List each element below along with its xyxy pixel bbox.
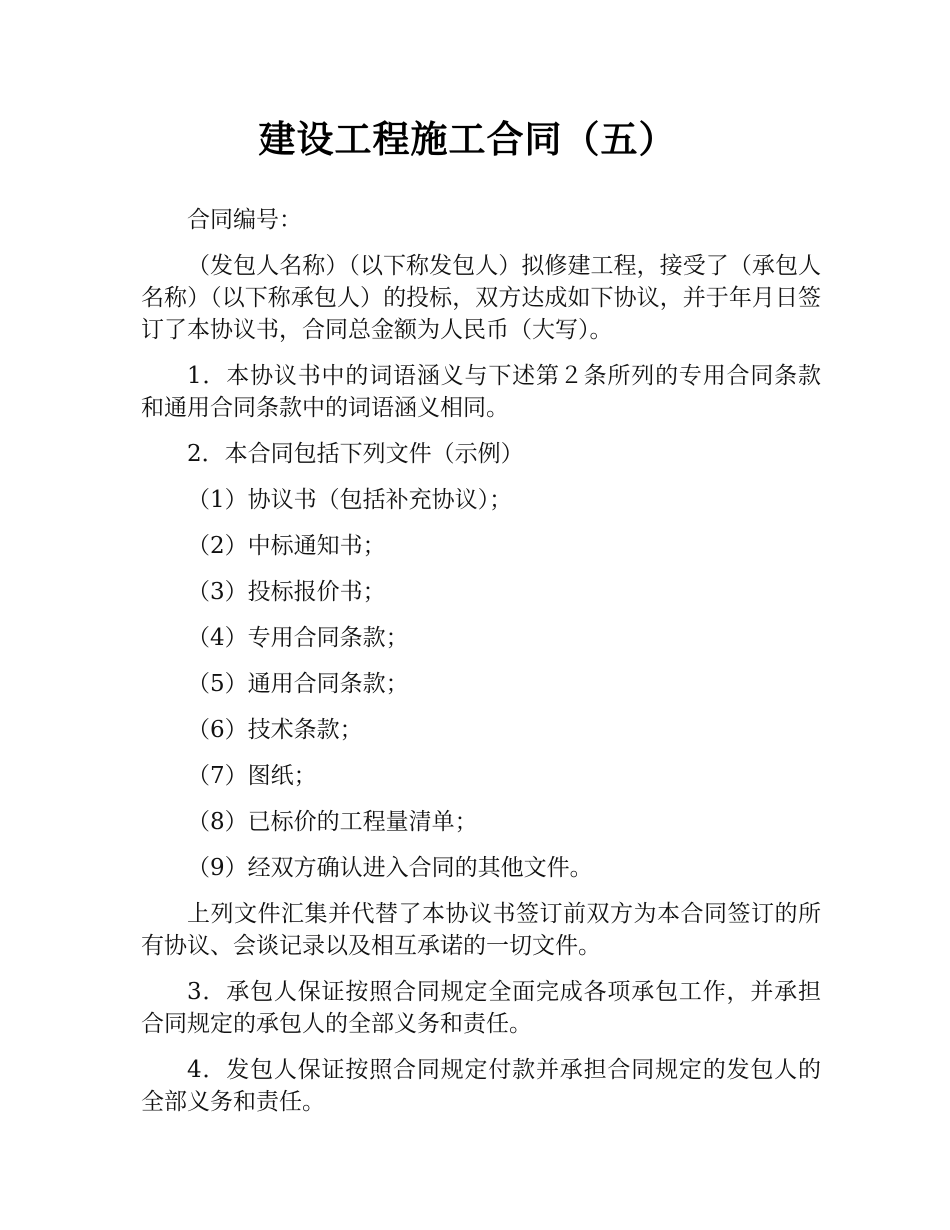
document-list-item: （6）技术条款； bbox=[187, 717, 363, 743]
document-list-item: （9）经双方确认进入合同的其他文件。 bbox=[187, 855, 593, 881]
document-list-item: （3）投标报价书； bbox=[187, 579, 386, 605]
document-body bbox=[141, 204, 821, 1132]
intro-paragraph: （发包人名称）（以下称发包人）拟修建工程，接受了（承包人名称）（以下称承包人）的投标，双方达成如下协议，并于年月日签订了本协议书，合同总金额为人民币（大写）。 bbox=[141, 253, 821, 343]
clause-2: 2．本合同包括下列文件（示例） bbox=[187, 441, 524, 467]
clause-1: 1．本协议书中的词语涵义与下述第２条所列的专用合同条款和通用合同条款中的词语涵义相同。 bbox=[141, 363, 821, 421]
document-title: 建设工程施工合同（五） bbox=[258, 118, 677, 161]
document-list-item: （1）协议书（包括补充协议）； bbox=[187, 487, 513, 513]
document-list-item: （7）图纸； bbox=[187, 763, 317, 789]
document-list-item: （5）通用合同条款； bbox=[187, 671, 409, 697]
document-list-item: （8）已标价的工程量清单； bbox=[187, 809, 478, 835]
summary-paragraph: 上列文件汇集并代替了本协议书签订前双方为本合同签订的所有协议、会谈记录以及相互承诺的一切文件。 bbox=[141, 901, 821, 959]
clause-4: 4．发包人保证按照合同规定付款并承担合同规定的发包人的全部义务和责任。 bbox=[141, 1057, 821, 1115]
contract-number-line: 合同编号： bbox=[187, 207, 302, 233]
clause-3: 3．承包人保证按照合同规定全面完成各项承包工作，并承担合同规定的承包人的全部义务和责任。 bbox=[141, 979, 821, 1037]
document-list-item: （4）专用合同条款； bbox=[187, 625, 409, 651]
document-list-item: （2）中标通知书； bbox=[187, 533, 386, 559]
